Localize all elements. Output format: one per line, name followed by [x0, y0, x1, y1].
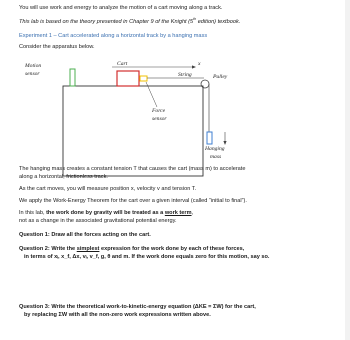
- paragraph-1a: The hanging mass creates a constant tension T that causes the cart (mass m) to accelerate: [19, 166, 246, 172]
- hanging-mass: [207, 132, 212, 144]
- force-sensor: [140, 76, 147, 81]
- label-hanging-mass-1: Hanging: [205, 146, 225, 152]
- label-hanging-mass-2: mass: [210, 154, 222, 160]
- track: [63, 86, 203, 176]
- pulley: [201, 80, 209, 88]
- question-1: Question 1: Draw all the forces acting on the cart.: [19, 232, 151, 238]
- label-x: x: [198, 61, 201, 67]
- paragraph-3: We apply the Work-Energy Theorem for the cart over a given interval (called “initial to final”).: [19, 198, 247, 204]
- paragraph-2: As the cart moves, you will measure position x, velocity v and tension T.: [19, 186, 197, 192]
- question-2a: Question 2: Write the simplest expression for the work done by each of these forces,: [19, 246, 245, 252]
- paragraph-4b: not as a change in the associated gravitational potential energy.: [19, 218, 177, 224]
- question-3a: Question 3: Write the theoretical work-to-kinetic-energy equation (ΔKE = ΣW) for the cart,: [19, 304, 256, 310]
- label-string: String: [178, 72, 192, 78]
- label-motion-sensor-1: Motion: [25, 63, 42, 69]
- paragraph-1b: along a horizontal, frictionless track.: [19, 174, 108, 180]
- label-cart: Cart: [117, 61, 128, 67]
- x-direction-arrow: [112, 65, 196, 68]
- cart: [117, 71, 139, 86]
- motion-sensor: [70, 69, 75, 86]
- intro-line-1: You will use work and energy to analyze the motion of a cart moving along a track.: [19, 5, 223, 11]
- experiment-heading: Experiment 1 – Cart accelerated along a horizontal track by a hanging mass: [19, 33, 208, 39]
- question-2b: in terms of xᵢ, x_f, Δx, vᵢ, v_f, g, θ and m. If the work done equals zero for this motion, say so.: [24, 254, 270, 260]
- label-force-sensor-1: Force: [152, 108, 166, 114]
- question-3b: by replacing ΣW with all the non-zero work expressions written above.: [24, 312, 211, 318]
- label-force-sensor-2: sensor: [152, 116, 167, 122]
- down-arrow: [223, 132, 226, 145]
- apparatus-intro: Consider the apparatus below.: [19, 44, 95, 50]
- label-pulley: Pulley: [213, 74, 228, 80]
- page-edge: [345, 0, 350, 340]
- intro-line-2: This lab is based on the theory presented in Chapter 9 of the Knight (5th edition) textbook.: [19, 17, 241, 25]
- paragraph-4a: In this lab, the work done by gravity will be treated as a work term,: [19, 210, 194, 216]
- label-motion-sensor-2: sensor: [25, 71, 40, 77]
